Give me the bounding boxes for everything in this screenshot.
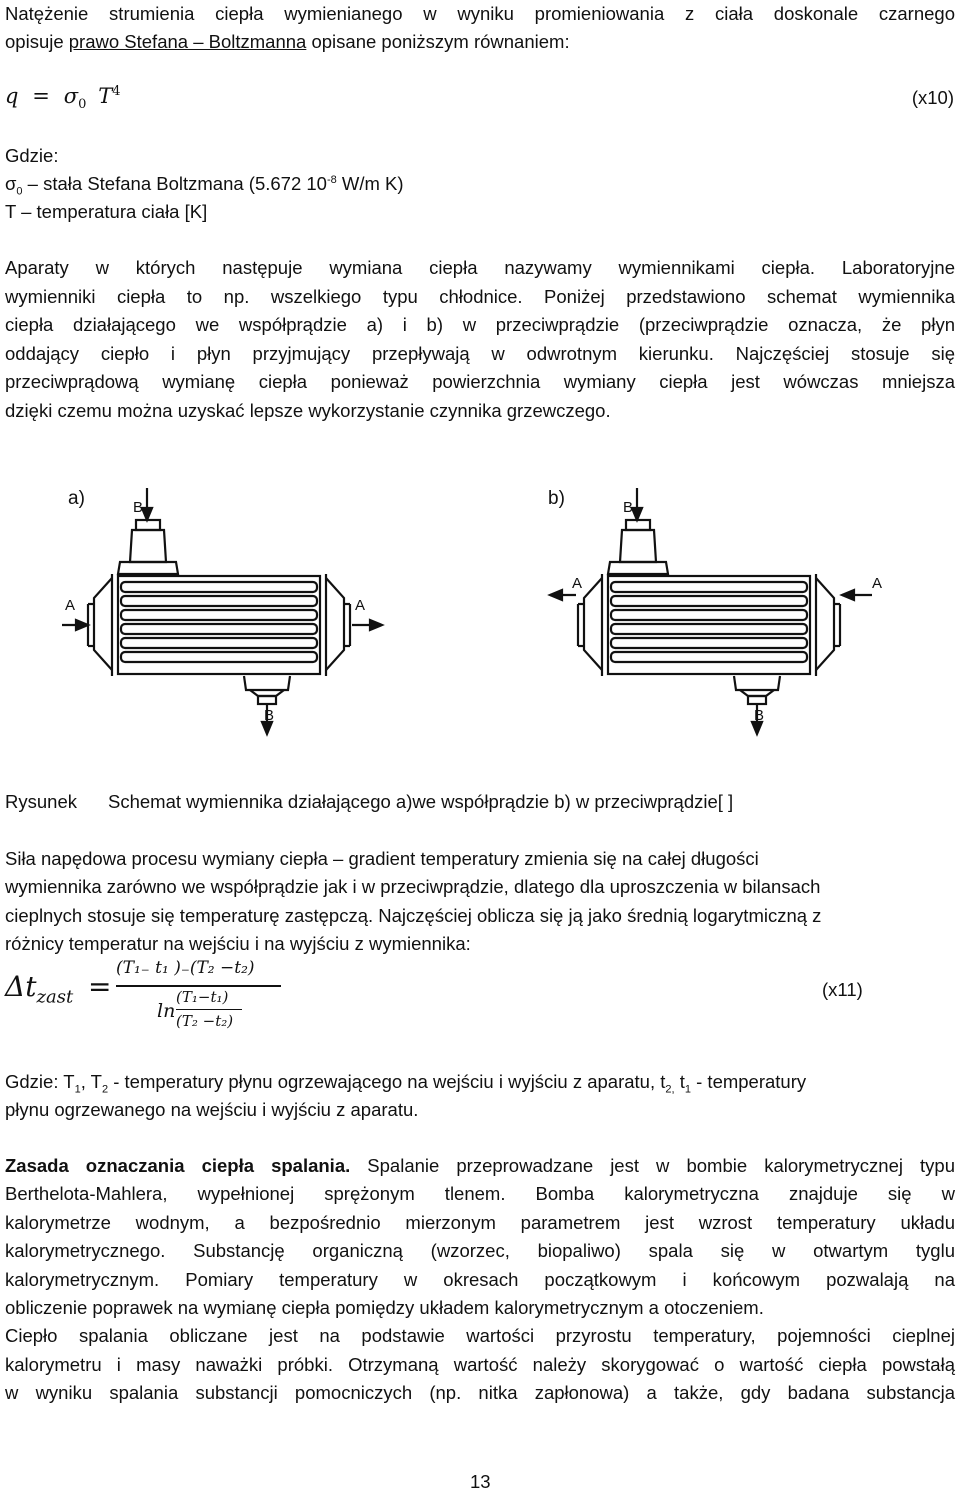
equation-x11-lhs [5, 970, 74, 1008]
eq10-T: T [98, 84, 113, 108]
eq11-ln: ln [157, 1000, 176, 1022]
eq11-delta: Δ [5, 970, 26, 1003]
intro-line-2 [5, 28, 955, 57]
para3-line-8: kalorymetru i masy naważki próbki. Otrzymaną wartość należy skorygować o wartość ciepła powstałą [5, 1354, 955, 1375]
para3-line-6: obliczenie poprawek na wymianę ciepła pomiędzy układem kalorymetrycznym a otoczeniem. [5, 1297, 764, 1318]
inlet-B-arrowhead [142, 508, 152, 520]
para1-line-1: Aparaty w których następuje wymiana ciepła nazywamy wymiennikami ciepła. Laboratoryjne [5, 257, 955, 278]
para3-line-1 [5, 1152, 955, 1181]
figure-caption-text: Schemat wymiennika działającego a)we współprądzie b) w przeciwprądzie[ ] [108, 791, 734, 812]
eq11-equals: = [88, 970, 112, 1003]
para3-line-3: kalorymetrze wodnym, a bezpośrednio mierzonym parametrem jest wzrost temperatury układu [5, 1212, 955, 1233]
eq10-exp: 4 [112, 84, 121, 99]
where2-post: - temperatury [690, 1071, 807, 1092]
stream-A-label-right-b: A [872, 575, 883, 592]
where2-sub1: 1 [74, 1083, 81, 1096]
eq11-den-top: (T₁−t₁) [176, 988, 229, 1006]
stream-B-label-bottom: B [264, 707, 275, 724]
para1-line-3: ciepła działającego we współprądzie a) i b) w przeciwprądzie (przeciwprądzie oznacza, że płyn [5, 314, 955, 335]
equation-x10 [5, 84, 121, 113]
figure-label-b: b) [548, 488, 565, 509]
para3-line-9: w wyniku spalania substancji pomocniczych (np. nitka zapłonowa) a także, gdy badana substancja [5, 1382, 955, 1403]
sigma-exp: -8 [326, 173, 337, 186]
para2-line-1: Siła napędowa procesu wymiany ciepła – gradient temperatury zmienia się na całej długości [5, 848, 759, 869]
eq10-lhs: q [5, 84, 19, 108]
figure-label-a: a) [68, 488, 85, 509]
where2-line-2: płynu ogrzewanego na wejściu i wyjściu z aparatu. [5, 1099, 419, 1120]
sigma-sub: 0 [16, 185, 23, 198]
para1-line-6: dzięki czemu można uzyskać lepsze wykorzystanie czynnika grzewczego. [5, 400, 611, 421]
eq11-inner-fraction-bar [176, 1009, 242, 1010]
eq11-numerator: (T₁₋ t₁ )₋(T₂ −t₂) [116, 958, 255, 978]
eq11-den-bot: (T₂ −t₂) [176, 1012, 234, 1030]
sigma-definition [5, 170, 404, 199]
figure-caption-prefix: Rysunek [5, 791, 77, 812]
para1-line-2: wymienniki ciepła to np. wszelkiego typu chłodnice. Poniżej przedstawiono schemat wymiennika [5, 286, 955, 307]
eq10-sigma-sub: 0 [78, 97, 87, 113]
where2-sub2: 2 [101, 1083, 109, 1096]
para3-line-2: Berthelota-Mahlera, wypełnionej sprężonym tlenem. Bomba kalorymetryczna znajduje się w [5, 1183, 955, 1204]
intro-line-2-post: opisane poniższym równaniem: [306, 31, 570, 52]
stream-B-label-bottom-b: B [754, 707, 765, 724]
stream-A-label-left: A [65, 597, 76, 614]
stream-B-label-top-b: B [623, 499, 634, 516]
page-number: 13 [470, 1471, 491, 1492]
eq11-sub: zast [36, 986, 74, 1008]
para2-line-3: cieplnych stosuje się temperaturę zastępczą. Najczęściej oblicza się ją jako średnią logarytmiczną z [5, 905, 822, 926]
para1-line-4: oddający ciepło i płyn przyjmujący przepływają w odwrotnym kierunku. Najczęściej stosuje się [5, 343, 955, 364]
eq11-fraction-bar [116, 985, 281, 987]
para3-line-4: kalorymetrycznego. Substancję organiczną (wzorzec, biopaliwo) spala się w otwartym tyglu [5, 1240, 955, 1261]
where2-pre: Gdzie: T [5, 1071, 75, 1092]
where2-line-1 [5, 1068, 955, 1097]
para3-line-5: kalorymetrycznym. Pomiary temperatury w okresach początkowym i końcowym pozwalają na [5, 1269, 955, 1290]
para2-line-4: różnicy temperatur na wejściu i na wyjściu z wymiennika: [5, 933, 471, 954]
eq10-equals: = [32, 84, 50, 108]
where2-mid1: , T [80, 1071, 102, 1092]
sigma-desc: – stała Stefana Boltzmana (5.672 10 [22, 173, 327, 194]
intro-line-2-pre: opisuje [5, 31, 69, 52]
para2-line-2: wymiennika zarówno we współprądzie jak i w przeciwprądzie, dlatego dla uproszczenia w bilansach [5, 876, 821, 897]
para1-line-5: przeciwprądową wymianę ciepła ponieważ powierzchnia wymiany ciepła jest wówczas mniejsza [5, 371, 955, 392]
sigma-unit: W/m K) [336, 173, 404, 194]
stream-A-label-right: A [355, 597, 366, 614]
para3-line-1-rest: Spalanie przeprowadzane jest w bombie kalorymetrycznej typu [350, 1155, 956, 1176]
where2-sub3: 2, [665, 1083, 675, 1096]
where-label: Gdzie: [5, 145, 59, 166]
para3-line-7: Ciepło spalania obliczane jest na podstawie wartości przyrostu temperatury, pojemności cieplnej [5, 1325, 955, 1346]
eq11-t: t [25, 970, 37, 1003]
where2-sub4: 1 [684, 1083, 691, 1096]
stream-B-label-top: B [133, 499, 144, 516]
para3-heading: Zasada oznaczania ciepła spalania. [5, 1155, 351, 1176]
where2-mid3: t [674, 1071, 685, 1092]
where2-mid2: - temperatury płynu ogrzewającego na wejściu i wyjściu z aparatu, t [108, 1071, 666, 1092]
equation-x10-number: (x10) [911, 87, 954, 108]
stream-A-label-left-b: A [572, 575, 583, 592]
equation-x11-number: (x11) [822, 979, 863, 1000]
eq10-sigma: σ [63, 84, 79, 108]
T-definition: T – temperatura ciała [K] [5, 201, 208, 222]
heat-exchanger-countercurrent-diagram [480, 470, 960, 740]
intro-line-1: Natężenie strumienia ciepła wymienianego w wyniku promieniowania z ciała doskonale czarnego [5, 3, 955, 24]
sigma-symbol: σ [5, 173, 17, 194]
heat-exchanger-cocurrent-diagram [0, 470, 480, 740]
stefan-boltzmann-link: prawo Stefana – Boltzmanna [68, 31, 307, 52]
